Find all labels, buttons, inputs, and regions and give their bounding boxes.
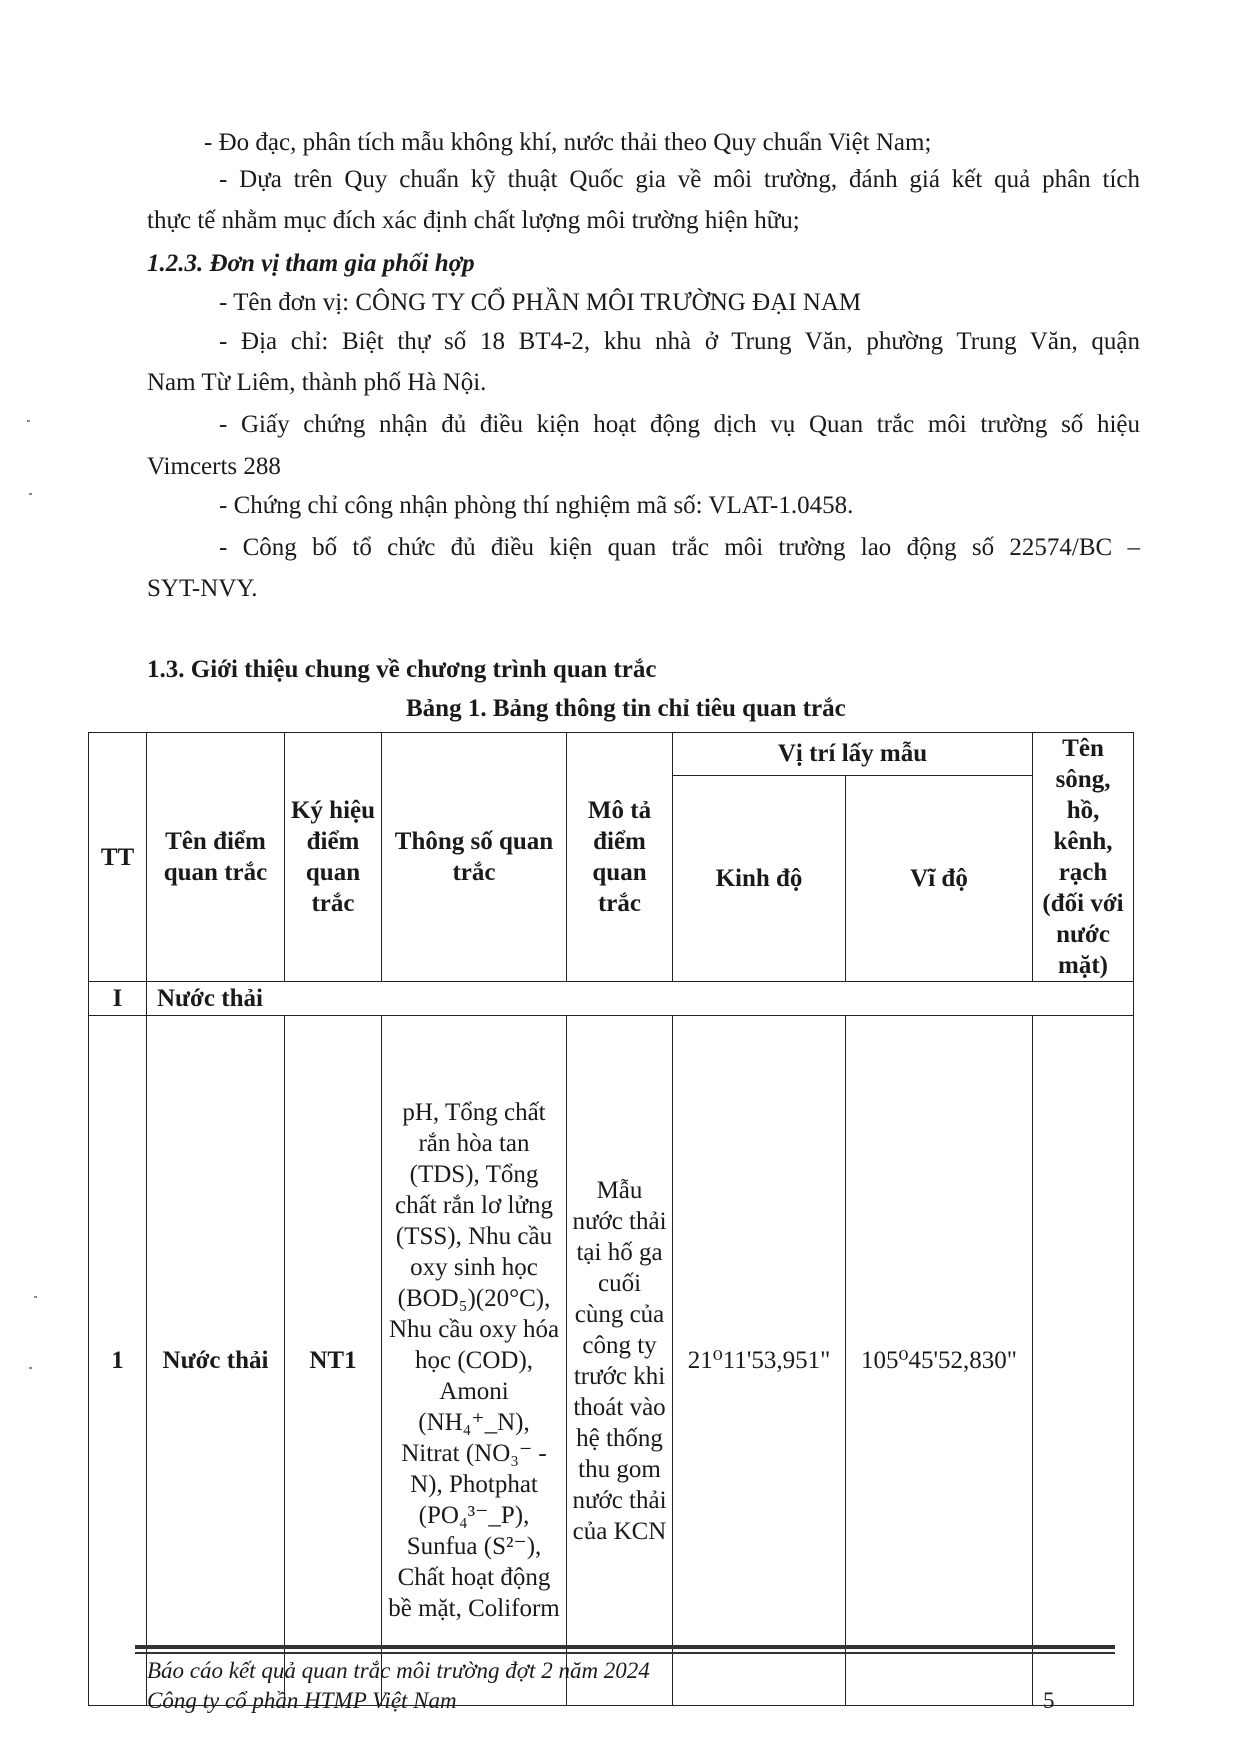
- bullet-sampling: - Đo đạc, phân tích mẫu không khí, nước thải theo Quy chuẩn Việt Nam;: [204, 129, 932, 156]
- row-latitude: 105⁰45'52,830": [846, 1016, 1033, 1706]
- footer-company: Công ty cổ phần HTMP Việt Nam: [147, 1688, 457, 1713]
- row-tt: 1: [89, 1016, 147, 1706]
- footer-report-title: Báo cáo kết quả quan trắc môi trường đợt 2 năm 2024: [147, 1658, 650, 1683]
- footer-rule-thin: [135, 1652, 1115, 1654]
- row-longitude: 21⁰11'53,951": [673, 1016, 846, 1706]
- monitoring-table: [88, 732, 1134, 1706]
- heading-1-2-3: 1.2.3. Đơn vị tham gia phối hợp: [147, 250, 475, 277]
- bullet-standards-line1: - Dựa trên Quy chuẩn kỹ thuật Quốc gia về môi trường, đánh giá kết quả phân tích: [219, 166, 1140, 193]
- row-river-name: [1033, 1016, 1134, 1706]
- section-roman: I: [89, 982, 147, 1016]
- certificate-line2: Vimcerts 288: [147, 453, 281, 480]
- header-description: Mô tả điểm quan trắc: [567, 733, 673, 982]
- unit-name: - Tên đơn vị: CÔNG TY CỔ PHẦN MÔI TRƯỜNG ĐẠI NAM: [219, 289, 862, 316]
- scan-speck: [34, 1296, 37, 1298]
- address-line1: - Địa chỉ: Biệt thự số 18 BT4-2, khu nhà ở Trung Văn, phường Trung Văn, quận: [219, 328, 1140, 355]
- row-point-code: NT1: [285, 1016, 382, 1706]
- header-parameters: Thông số quan trắc: [382, 733, 567, 982]
- scan-speck: [29, 1367, 32, 1369]
- section-row: [89, 982, 1134, 1016]
- heading-1-3: 1.3. Giới thiệu chung về chương trình quan trắc: [147, 656, 657, 683]
- page-number: 5: [1043, 1688, 1055, 1713]
- row-parameters: pH, Tổng chất rắn hòa tan (TDS), Tổng chất rắn lơ lửng (TSS), Nhu cầu oxy sinh học (BOD₅)(20°C), Nhu cầu oxy hóa học (COD), Amoni (NH₄⁺_N), Nitrat (NO₃⁻ - N), Photphat (PO₄³⁻_P), Sunfua (S²⁻), Chất hoạt động bề mặt, Coliform: [382, 1016, 567, 1706]
- lab-accreditation: - Chứng chỉ công nhận phòng thí nghiệm mã số: VLAT-1.0458.: [219, 492, 854, 519]
- header-river-name: Tên sông, hồ, kênh, rạch (đối với nước mặt): [1033, 733, 1134, 982]
- header-point-name: Tên điểm quan trắc: [147, 733, 285, 982]
- certificate-line1: - Giấy chứng nhận đủ điều kiện hoạt động dịch vụ Quan trắc môi trường số hiệu: [219, 411, 1140, 438]
- header-tt: TT: [89, 733, 147, 982]
- labor-monitoring-line2: SYT-NVY.: [147, 575, 258, 602]
- address-line2: Nam Từ Liêm, thành phố Hà Nội.: [147, 369, 487, 396]
- bullet-standards-line2: thực tế nhằm mục đích xác định chất lượng môi trường hiện hữu;: [147, 207, 800, 234]
- labor-monitoring-line1: - Công bố tổ chức đủ điều kiện quan trắc môi trường lao động số 22574/BC –: [219, 534, 1140, 561]
- footer-rule-thick: [135, 1645, 1115, 1649]
- table-row: [89, 1016, 1134, 1706]
- scan-speck: [29, 493, 32, 495]
- header-point-code: Ký hiệu điểm quan trắc: [285, 733, 382, 982]
- row-point-name: Nước thải: [147, 1016, 285, 1706]
- scan-speck: [27, 420, 30, 422]
- row-description: Mẫu nước thải tại hố ga cuối cùng của công ty trước khi thoát vào hệ thống thu gom nước thải của KCN: [567, 1016, 673, 1706]
- section-label: Nước thải: [147, 982, 1134, 1016]
- header-latitude: Vĩ độ: [846, 775, 1033, 981]
- table-caption: Bảng 1. Bảng thông tin chỉ tiêu quan trắc: [406, 695, 846, 722]
- header-longitude: Kinh độ: [673, 775, 846, 981]
- header-sampling-location: Vị trí lấy mẫu: [673, 733, 1033, 776]
